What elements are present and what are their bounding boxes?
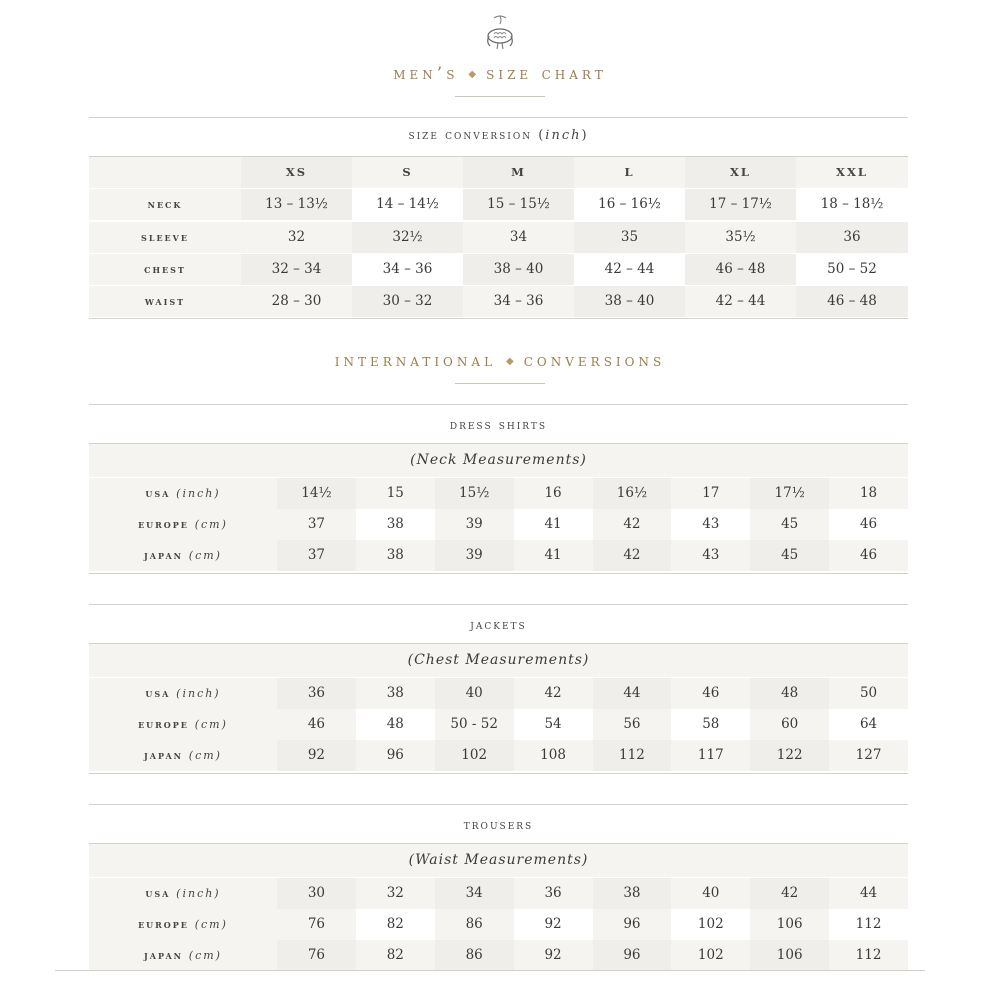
conversion-cell: 112	[829, 940, 908, 971]
conversion-cell: 46	[829, 540, 908, 571]
conversion-cell: 30	[277, 878, 356, 909]
conversion-cell: 48	[356, 709, 435, 740]
conversion-cell: 106	[750, 909, 829, 940]
conversion-cell: 42	[593, 540, 672, 571]
conversion-cell: 60	[750, 709, 829, 740]
divider	[89, 804, 908, 805]
size-conversion-heading: size conversion (inch)	[408, 128, 589, 143]
country-label: usa	[145, 687, 177, 700]
conversion-cell: 76	[277, 909, 356, 940]
conversion-row-label	[89, 878, 277, 909]
conversion-cell: 43	[671, 540, 750, 571]
size-cell: 18 – 18½	[796, 189, 908, 220]
size-conversion-unit: inch	[545, 128, 582, 143]
size-cell: 50 – 52	[796, 254, 908, 285]
conversion-cell: 96	[593, 909, 672, 940]
size-row-chest	[89, 254, 908, 285]
international-title-underline	[455, 383, 545, 384]
conversion-cell: 46	[671, 678, 750, 709]
conversion-cell: 122	[750, 740, 829, 771]
conversion-row-label	[89, 540, 277, 571]
conversion-row-label	[89, 709, 277, 740]
conversion-cell: 43	[671, 509, 750, 540]
divider	[89, 773, 908, 774]
conversion-cell: 44	[829, 878, 908, 909]
conversion-cell: 15	[356, 478, 435, 509]
size-row-waist	[89, 286, 908, 317]
divider	[89, 117, 908, 118]
conversion-cell: 92	[277, 740, 356, 771]
conversion-row-label	[89, 740, 277, 771]
size-cell: 32	[241, 222, 352, 253]
conversion-cell: 96	[356, 740, 435, 771]
unit-label: (cm)	[194, 918, 228, 931]
size-header-m: M	[463, 157, 574, 188]
size-cell: 34 – 36	[463, 286, 574, 317]
size-row-label: chest	[89, 254, 241, 285]
conversion-cell: 92	[514, 940, 593, 971]
country-label: japan	[144, 949, 189, 962]
conversion-row-usa	[89, 678, 908, 709]
size-row-neck	[89, 189, 908, 220]
conversion-cell: 92	[514, 909, 593, 940]
unit-label: (cm)	[194, 518, 228, 531]
size-row-sleeve	[89, 222, 908, 253]
international-title-separator: ◆	[506, 356, 514, 367]
size-header-xl: XL	[685, 157, 796, 188]
size-cell: 15 – 15½	[463, 189, 574, 220]
trousers-heading: trousers	[463, 818, 534, 833]
conversion-cell: 41	[514, 509, 593, 540]
conversion-cell: 46	[829, 509, 908, 540]
country-label: usa	[145, 887, 177, 900]
conversion-row-label	[89, 909, 277, 940]
size-cell: 42 – 44	[685, 286, 796, 317]
conversion-cell: 127	[829, 740, 908, 771]
jackets-table	[89, 644, 908, 773]
size-header-xs: XS	[241, 157, 352, 188]
size-conversion-table	[89, 157, 908, 318]
unit-label: (cm)	[188, 949, 222, 962]
conversion-cell: 36	[277, 678, 356, 709]
unit-label: (cm)	[188, 549, 222, 562]
conversion-cell: 58	[671, 709, 750, 740]
size-cell: 46 – 48	[685, 254, 796, 285]
conversion-cell: 86	[435, 940, 514, 971]
conversion-cell: 38	[356, 540, 435, 571]
country-label: europe	[138, 918, 195, 931]
unit-label: (cm)	[188, 749, 222, 762]
conversion-cell: 82	[356, 940, 435, 971]
conversion-row-japan	[89, 940, 908, 971]
conversion-cell: 45	[750, 540, 829, 571]
conversion-cell: 102	[671, 940, 750, 971]
conversion-cell: 46	[277, 709, 356, 740]
size-cell: 36	[796, 222, 908, 253]
trousers-table	[89, 844, 908, 971]
international-title-left: international	[334, 351, 497, 371]
conversion-cell: 76	[277, 940, 356, 971]
conversion-row-europe	[89, 909, 908, 940]
conversion-cell: 86	[435, 909, 514, 940]
jackets-heading: jackets	[470, 618, 527, 633]
title-separator: ◆	[468, 69, 477, 80]
divider	[89, 404, 908, 405]
size-header-row	[89, 157, 908, 188]
conversion-row-label	[89, 478, 277, 509]
conversion-cell: 42	[750, 878, 829, 909]
size-row-label: waist	[89, 286, 241, 317]
international-title-right: conversions	[523, 351, 666, 371]
conversion-cell: 39	[435, 540, 514, 571]
dress-shirts-subheading: (Neck Measurements)	[89, 444, 908, 477]
conversion-cell: 48	[750, 678, 829, 709]
golden-fleece-logo	[480, 12, 520, 54]
conversion-cell: 14½	[277, 478, 356, 509]
conversion-row-label	[89, 509, 277, 540]
conversion-cell: 112	[593, 740, 672, 771]
conversion-cell: 112	[829, 909, 908, 940]
size-header-l: L	[574, 157, 685, 188]
conversion-cell: 42	[593, 509, 672, 540]
conversion-row-japan	[89, 540, 908, 571]
size-row-label: neck	[89, 189, 241, 220]
conversion-cell: 102	[435, 740, 514, 771]
conversion-row-label	[89, 940, 277, 971]
size-header-corner	[89, 157, 241, 188]
unit-label: (inch)	[176, 487, 221, 500]
conversion-cell: 37	[277, 509, 356, 540]
divider	[89, 573, 908, 574]
conversion-cell: 40	[671, 878, 750, 909]
conversion-cell: 18	[829, 478, 908, 509]
size-cell: 17 – 17½	[685, 189, 796, 220]
conversion-cell: 17½	[750, 478, 829, 509]
country-label: europe	[138, 518, 195, 531]
conversion-cell: 50	[829, 678, 908, 709]
conversion-cell: 16	[514, 478, 593, 509]
conversion-cell: 36	[514, 878, 593, 909]
country-label: japan	[144, 749, 189, 762]
size-cell: 28 – 30	[241, 286, 352, 317]
conversion-cell: 41	[514, 540, 593, 571]
conversion-cell: 56	[593, 709, 672, 740]
dress-shirts-table	[89, 444, 908, 573]
conversion-cell: 96	[593, 940, 672, 971]
unit-label: (cm)	[194, 718, 228, 731]
title-underline	[455, 96, 545, 97]
conversion-cell: 42	[514, 678, 593, 709]
conversion-cell: 34	[435, 878, 514, 909]
size-cell: 38 – 40	[463, 254, 574, 285]
unit-label: (inch)	[176, 887, 221, 900]
conversion-cell: 15½	[435, 478, 514, 509]
international-title	[0, 351, 1000, 371]
size-cell: 38 – 40	[574, 286, 685, 317]
size-cell: 35	[574, 222, 685, 253]
conversion-cell: 17	[671, 478, 750, 509]
country-label: usa	[145, 487, 177, 500]
size-cell: 30 – 32	[352, 286, 463, 317]
conversion-cell: 44	[593, 678, 672, 709]
country-label: europe	[138, 718, 195, 731]
size-cell: 32½	[352, 222, 463, 253]
conversion-row-usa	[89, 878, 908, 909]
title-left: men’s	[393, 64, 459, 84]
size-conversion-heading-text: size conversion	[408, 128, 533, 143]
conversion-cell: 38	[356, 678, 435, 709]
conversion-cell: 16½	[593, 478, 672, 509]
conversion-cell: 37	[277, 540, 356, 571]
title-right: size chart	[486, 64, 607, 84]
size-cell: 42 – 44	[574, 254, 685, 285]
conversion-row-usa	[89, 478, 908, 509]
size-cell: 32 – 34	[241, 254, 352, 285]
dress-shirts-heading: dress shirts	[449, 418, 548, 433]
conversion-cell: 54	[514, 709, 593, 740]
size-cell: 13 – 13½	[241, 189, 352, 220]
conversion-cell: 117	[671, 740, 750, 771]
divider	[89, 604, 908, 605]
page-title	[0, 64, 1000, 84]
divider	[89, 318, 908, 319]
country-label: japan	[144, 549, 189, 562]
trousers-subheading: (Waist Measurements)	[89, 844, 908, 877]
size-cell: 34	[463, 222, 574, 253]
conversion-cell: 32	[356, 878, 435, 909]
conversion-cell: 106	[750, 940, 829, 971]
conversion-row-europe	[89, 509, 908, 540]
conversion-row-europe	[89, 709, 908, 740]
size-cell: 34 – 36	[352, 254, 463, 285]
conversion-cell: 102	[671, 909, 750, 940]
jackets-subheading: (Chest Measurements)	[89, 644, 908, 677]
conversion-cell: 50 - 52	[435, 709, 514, 740]
unit-label: (inch)	[176, 687, 221, 700]
conversion-row-japan	[89, 740, 908, 771]
conversion-cell: 108	[514, 740, 593, 771]
conversion-cell: 40	[435, 678, 514, 709]
conversion-cell: 39	[435, 509, 514, 540]
conversion-cell: 38	[593, 878, 672, 909]
size-header-xxl: XXL	[796, 157, 908, 188]
divider	[55, 970, 925, 971]
conversion-row-label	[89, 678, 277, 709]
size-cell: 35½	[685, 222, 796, 253]
size-row-label: sleeve	[89, 222, 241, 253]
size-cell: 14 – 14½	[352, 189, 463, 220]
conversion-cell: 64	[829, 709, 908, 740]
conversion-cell: 82	[356, 909, 435, 940]
size-header-s: S	[352, 157, 463, 188]
size-cell: 46 – 48	[796, 286, 908, 317]
conversion-cell: 38	[356, 509, 435, 540]
conversion-cell: 45	[750, 509, 829, 540]
size-cell: 16 – 16½	[574, 189, 685, 220]
